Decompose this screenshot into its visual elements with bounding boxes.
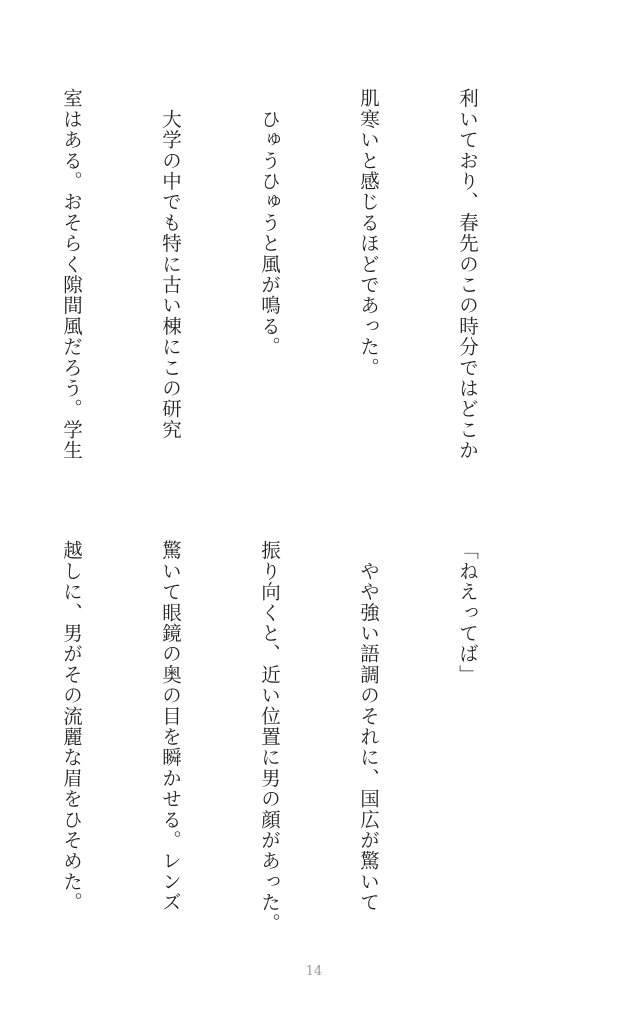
text-line: 「ねえってば」 [456, 540, 479, 685]
text-line: 利いており、春先のこの時分ではどこか [456, 88, 479, 461]
text-line: 大学の中でも特に古い棟にこの研究 [159, 88, 182, 440]
text-line: 室はある。おそらく隙間風だろう。学生 [60, 88, 83, 461]
text-line: 驚いて眼鏡の奥の目を瞬かせる。レンズ [159, 540, 182, 913]
text-line: 振り向くと、近い位置に男の顔があった。 [258, 540, 281, 934]
text-block-top [0, 88, 550, 488]
text-block-bottom [0, 540, 550, 940]
page-number: 14 [305, 964, 323, 979]
text-line: ひゅうひゅうと風が鳴る。 [258, 88, 281, 358]
text-line: 肌寒いと感じるほどであった。 [357, 88, 380, 378]
text-line: 越しに、男がその流麗な眉をひそめた。 [60, 540, 83, 913]
text-line: やや強い語調のそれに、国広が驚いて [357, 540, 380, 913]
